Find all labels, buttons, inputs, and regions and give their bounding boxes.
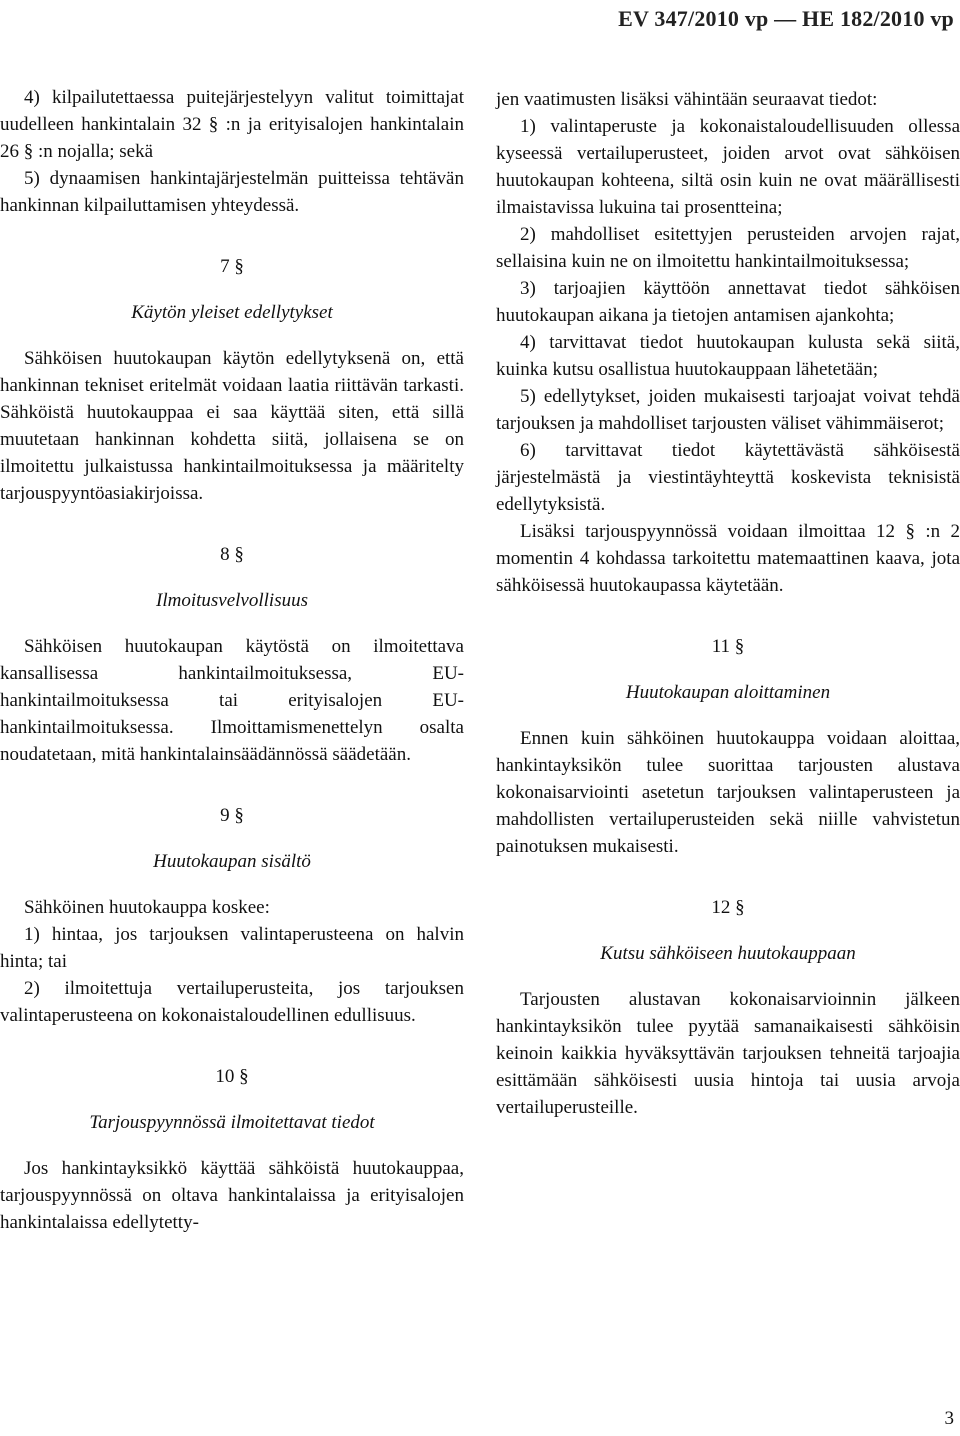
list-item: 1) valintaperuste ja kokonaistaloudellisuuden ollessa kyseessä vertailuperusteet, joiden arvot ovat sähköisen huutokaupan kohteena, siltä osin kuin ne ovat määrällisesti ilmaistavissa lukuina tai prosentteina; — [496, 116, 960, 218]
page-number: 3 — [944, 1408, 954, 1429]
list-item: 5) dynaamisen hankintajärjestelmän puitteissa tehtävän hankinnan kilpailuttamisen yhteydessä. — [0, 168, 464, 216]
list-item: 3) tarjoajien käyttöön annettavat tiedot sähköisen huutokaupan aikana ja tietojen antamisen ajankohta; — [496, 278, 960, 326]
section-title: Ilmoitusvelvollisuus — [156, 590, 308, 611]
section-title: Tarjouspyynnössä ilmoitettavat tiedot — [89, 1112, 375, 1133]
right-column — [496, 86, 960, 1121]
list-item: 2) mahdolliset esitettyjen perusteiden arvojen rajat, sellaisina kuin ne on ilmoitettu hankintailmoituksessa; — [496, 224, 960, 272]
section-text: Sähköisen huutokaupan käytön edellytyksenä on, että hankinnan tekniset eritelmät voidaan laatia riittävän tarkasti. Sähköistä huutokauppaa ei saa käyttää siten, että sillä muutetaan hankinnan kohdetta siitä, jollaisena se on ilmoitettu julkaistussa hankintailmoituksessa ja määritelty tarjouspyyntöasiakirjoissa. — [0, 348, 464, 504]
section-number: 7 § — [220, 256, 244, 277]
section-title: Huutokaupan sisältö — [153, 851, 311, 872]
document-header: EV 347/2010 vp — HE 182/2010 vp — [618, 6, 954, 31]
section-title: Kutsu sähköiseen huutokauppaan — [600, 943, 856, 964]
section-number: 10 § — [215, 1066, 249, 1087]
section-lead: Sähköinen huutokauppa koskee: — [24, 897, 270, 918]
section-text: Lisäksi tarjouspyynnössä voidaan ilmoittaa 12 § :n 2 momentin 4 kohdassa tarkoitettu matemaattinen kaava, jota sähköisessä huutokaupassa käytetään. — [496, 521, 960, 596]
section-number: 8 § — [220, 544, 244, 565]
list-item: 1) hintaa, jos tarjouksen valintaperusteena on halvin hinta; tai — [0, 924, 464, 972]
list-item: 5) edellytykset, joiden mukaisesti tarjoajat voivat tehdä tarjouksen ja mahdolliset tarjousten väliset vähimmäiserot; — [496, 386, 960, 434]
section-number: 12 § — [711, 897, 745, 918]
list-item: 2) ilmoitettuja vertailuperusteita, jos tarjouksen valintaperusteena on kokonaistaloudellinen edullisuus. — [0, 978, 464, 1026]
left-column — [0, 84, 464, 1236]
section-title: Käytön yleiset edellytykset — [131, 302, 333, 323]
section-text: Ennen kuin sähköinen huutokauppa voidaan aloittaa, hankintayksikön tulee suorittaa tarjousten alustava kokonaisarviointi asetetun tarjouksen valintaperusteen ja mahdollisten vertailuperusteiden sekä niille vahvistetun painotuksen mukaisesti. — [496, 728, 960, 857]
section-number: 11 § — [711, 636, 745, 657]
section-text: Tarjousten alustavan kokonaisarvioinnin jälkeen hankintayksikön tulee pyytää samanaikaisesti sähköisin keinoin kaikkia hyväksyttävän tarjouksen tehneitä tarjoajia esittämään sähköisesti uusia hintoja tai uusia arvoja vertailuperusteille. — [496, 989, 960, 1118]
section-number: 9 § — [220, 805, 244, 826]
list-item: 6) tarvittavat tiedot käytettävästä sähköisestä järjestelmästä ja viestintäyhteyttä koskevista teknisistä edellytyksistä. — [496, 440, 960, 515]
section-text: Jos hankintayksikkö käyttää sähköistä huutokauppaa, tarjouspyynnössä on oltava hankintalaissa ja erityisalojen hankintalaissa edellytetty- — [0, 1158, 464, 1233]
list-item: 4) kilpailutettaessa puitejärjestelyyn valitut toimittajat uudelleen hankintalain 32 § :n ja erityisalojen hankintalain 26 § :n nojalla; sekä — [0, 87, 464, 162]
section-text: Sähköisen huutokaupan käytöstä on ilmoitettava kansallisessa hankintailmoituksessa, EU-hankintailmoituksessa tai erityisalojen EU-hankintailmoituksessa. Ilmoittamismenettelyn osalta noudatetaan, mitä hankintalainsäädännössä säädetään. — [0, 636, 464, 765]
list-item: 4) tarvittavat tiedot huutokaupan kulusta sekä siitä, kuinka kutsu osallistua huutokauppaan lähetetään; — [496, 332, 960, 380]
section-title: Huutokaupan aloittaminen — [625, 682, 831, 703]
continued-text: jen vaatimusten lisäksi vähintään seuraavat tiedot: — [496, 89, 878, 110]
